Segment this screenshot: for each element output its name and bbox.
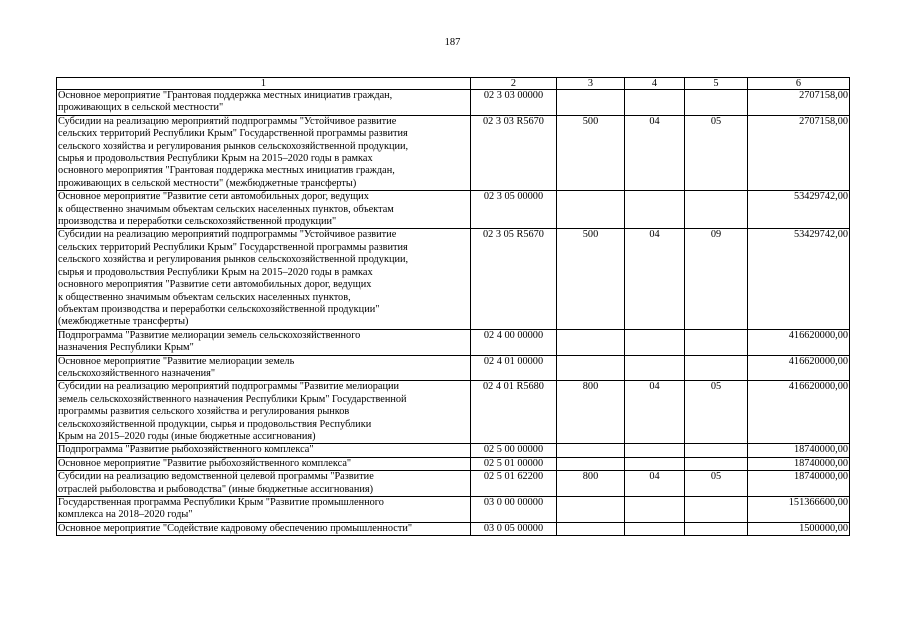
amount-cell: 2707158,00 [748, 90, 850, 116]
table-row [57, 471, 850, 497]
item-name-cell: Подпрограмма "Развитие мелиорации земель сельскохозяйственного назначения Республики Крым" [57, 329, 471, 355]
section-cell [625, 444, 685, 457]
expense-type-cell [557, 444, 625, 457]
subsection-cell [685, 90, 748, 116]
table-row [57, 444, 850, 457]
section-cell [625, 497, 685, 523]
table-row [57, 381, 850, 444]
expense-type-cell [557, 329, 625, 355]
column-header: 3 [557, 78, 625, 90]
subsection-cell: 05 [685, 115, 748, 190]
table-row [57, 229, 850, 329]
table-row [57, 115, 850, 190]
column-header: 1 [57, 78, 471, 90]
expense-type-cell: 500 [557, 115, 625, 190]
table-row [57, 497, 850, 523]
amount-cell: 53429742,00 [748, 191, 850, 229]
target-code-cell: 02 3 03 00000 [471, 90, 557, 116]
item-name-cell: Основное мероприятие "Развитие сети автомобильных дорог, ведущих к общественно значимым объектам сельских населенных пунктов, объектам производства и переработки сельскохозяйственной продукции" [57, 191, 471, 229]
expense-type-cell [557, 90, 625, 116]
target-code-cell: 03 0 05 00000 [471, 522, 557, 535]
expense-type-cell [557, 522, 625, 535]
amount-cell: 416620000,00 [748, 355, 850, 381]
subsection-cell [685, 191, 748, 229]
subsection-cell: 05 [685, 381, 748, 444]
target-code-cell: 02 4 01 00000 [471, 355, 557, 381]
item-name-cell: Государственная программа Республики Крым "Развитие промышленного комплекса на 2018–2020 годы" [57, 497, 471, 523]
item-name-cell: Основное мероприятие "Грантовая поддержка местных инициатив граждан, проживающих в сельской местности" [57, 90, 471, 116]
section-cell: 04 [625, 229, 685, 329]
expense-type-cell: 800 [557, 471, 625, 497]
subsection-cell [685, 329, 748, 355]
amount-cell: 18740000,00 [748, 471, 850, 497]
target-code-cell: 03 0 00 00000 [471, 497, 557, 523]
table-row [57, 329, 850, 355]
item-name-cell: Субсидии на реализацию ведомственной целевой программы "Развитие отраслей рыболовства и рыбоводства" (иные бюджетные ассигнования) [57, 471, 471, 497]
subsection-cell: 05 [685, 471, 748, 497]
section-cell [625, 457, 685, 470]
table-row [57, 522, 850, 535]
amount-cell: 416620000,00 [748, 381, 850, 444]
expense-type-cell [557, 355, 625, 381]
subsection-cell [685, 457, 748, 470]
expense-type-cell [557, 457, 625, 470]
subsection-cell: 09 [685, 229, 748, 329]
subsection-cell [685, 355, 748, 381]
amount-cell: 1500000,00 [748, 522, 850, 535]
section-cell: 04 [625, 115, 685, 190]
section-cell: 04 [625, 471, 685, 497]
item-name-cell: Основное мероприятие "Развитие рыбохозяйственного комплекса" [57, 457, 471, 470]
item-name-cell: Подпрограмма "Развитие рыбохозяйственного комплекса" [57, 444, 471, 457]
subsection-cell [685, 497, 748, 523]
column-header: 2 [471, 78, 557, 90]
target-code-cell: 02 5 01 62200 [471, 471, 557, 497]
amount-cell: 2707158,00 [748, 115, 850, 190]
target-code-cell: 02 5 00 00000 [471, 444, 557, 457]
item-name-cell: Основное мероприятие "Содействие кадровому обеспечению промышленности" [57, 522, 471, 535]
amount-cell: 151366600,00 [748, 497, 850, 523]
item-name-cell: Основное мероприятие "Развитие мелиорации земель сельскохозяйственного назначения" [57, 355, 471, 381]
amount-cell: 53429742,00 [748, 229, 850, 329]
target-code-cell: 02 3 05 R5670 [471, 229, 557, 329]
table-row [57, 90, 850, 116]
section-cell [625, 522, 685, 535]
budget-table [56, 77, 850, 536]
section-cell: 04 [625, 381, 685, 444]
section-cell [625, 355, 685, 381]
target-code-cell: 02 5 01 00000 [471, 457, 557, 470]
amount-cell: 416620000,00 [748, 329, 850, 355]
item-name-cell: Субсидии на реализацию мероприятий подпрограммы "Устойчивое развитие сельских территорий Республики Крым" Государственной программы развития сельского хозяйства и регулирования рынков сельскохозяйственной продукции, сырья и продовольствия Республики Крым на 2015–2020 годы в рамках основного мероприятия "Грантовая поддержка местных инициатив граждан, проживающих в сельской местности" (межбюджетные трансферты) [57, 115, 471, 190]
table-row [57, 457, 850, 470]
target-code-cell: 02 4 01 R5680 [471, 381, 557, 444]
target-code-cell: 02 3 03 R5670 [471, 115, 557, 190]
amount-cell: 18740000,00 [748, 444, 850, 457]
expense-type-cell [557, 497, 625, 523]
page-number: 187 [444, 37, 461, 48]
expense-type-cell [557, 191, 625, 229]
expense-type-cell: 500 [557, 229, 625, 329]
item-name-cell: Субсидии на реализацию мероприятий подпрограммы "Развитие мелиорации земель сельскохозяйственного назначения Республики Крым" Государственной программы развития сельского хозяйства и регулирования рынков сельскохозяйственной продукции, сырья и продовольствия Республики Крым на 2015–2020 годы (иные бюджетные ассигнования) [57, 381, 471, 444]
target-code-cell: 02 3 05 00000 [471, 191, 557, 229]
target-code-cell: 02 4 00 00000 [471, 329, 557, 355]
section-cell [625, 329, 685, 355]
item-name-cell: Субсидии на реализацию мероприятий подпрограммы "Устойчивое развитие сельских территорий Республики Крым" Государственной программы развития сельского хозяйства и регулирования рынков сельскохозяйственной продукции, сырья и продовольствия Республики Крым на 2015–2020 годы в рамках основного мероприятия "Развитие сети автомобильных дорог, ведущих к общественно значимым объектам сельских населенных пунктов, объектам производства и переработки сельскохозяйственной продукции" (межбюджетные трансферты) [57, 229, 471, 329]
subsection-cell [685, 444, 748, 457]
section-cell [625, 191, 685, 229]
table-row [57, 355, 850, 381]
section-cell [625, 90, 685, 116]
expense-type-cell: 800 [557, 381, 625, 444]
amount-cell: 18740000,00 [748, 457, 850, 470]
column-header: 6 [748, 78, 850, 90]
subsection-cell [685, 522, 748, 535]
column-header: 4 [625, 78, 685, 90]
column-header: 5 [685, 78, 748, 90]
header-row [57, 78, 850, 90]
table-row [57, 191, 850, 229]
